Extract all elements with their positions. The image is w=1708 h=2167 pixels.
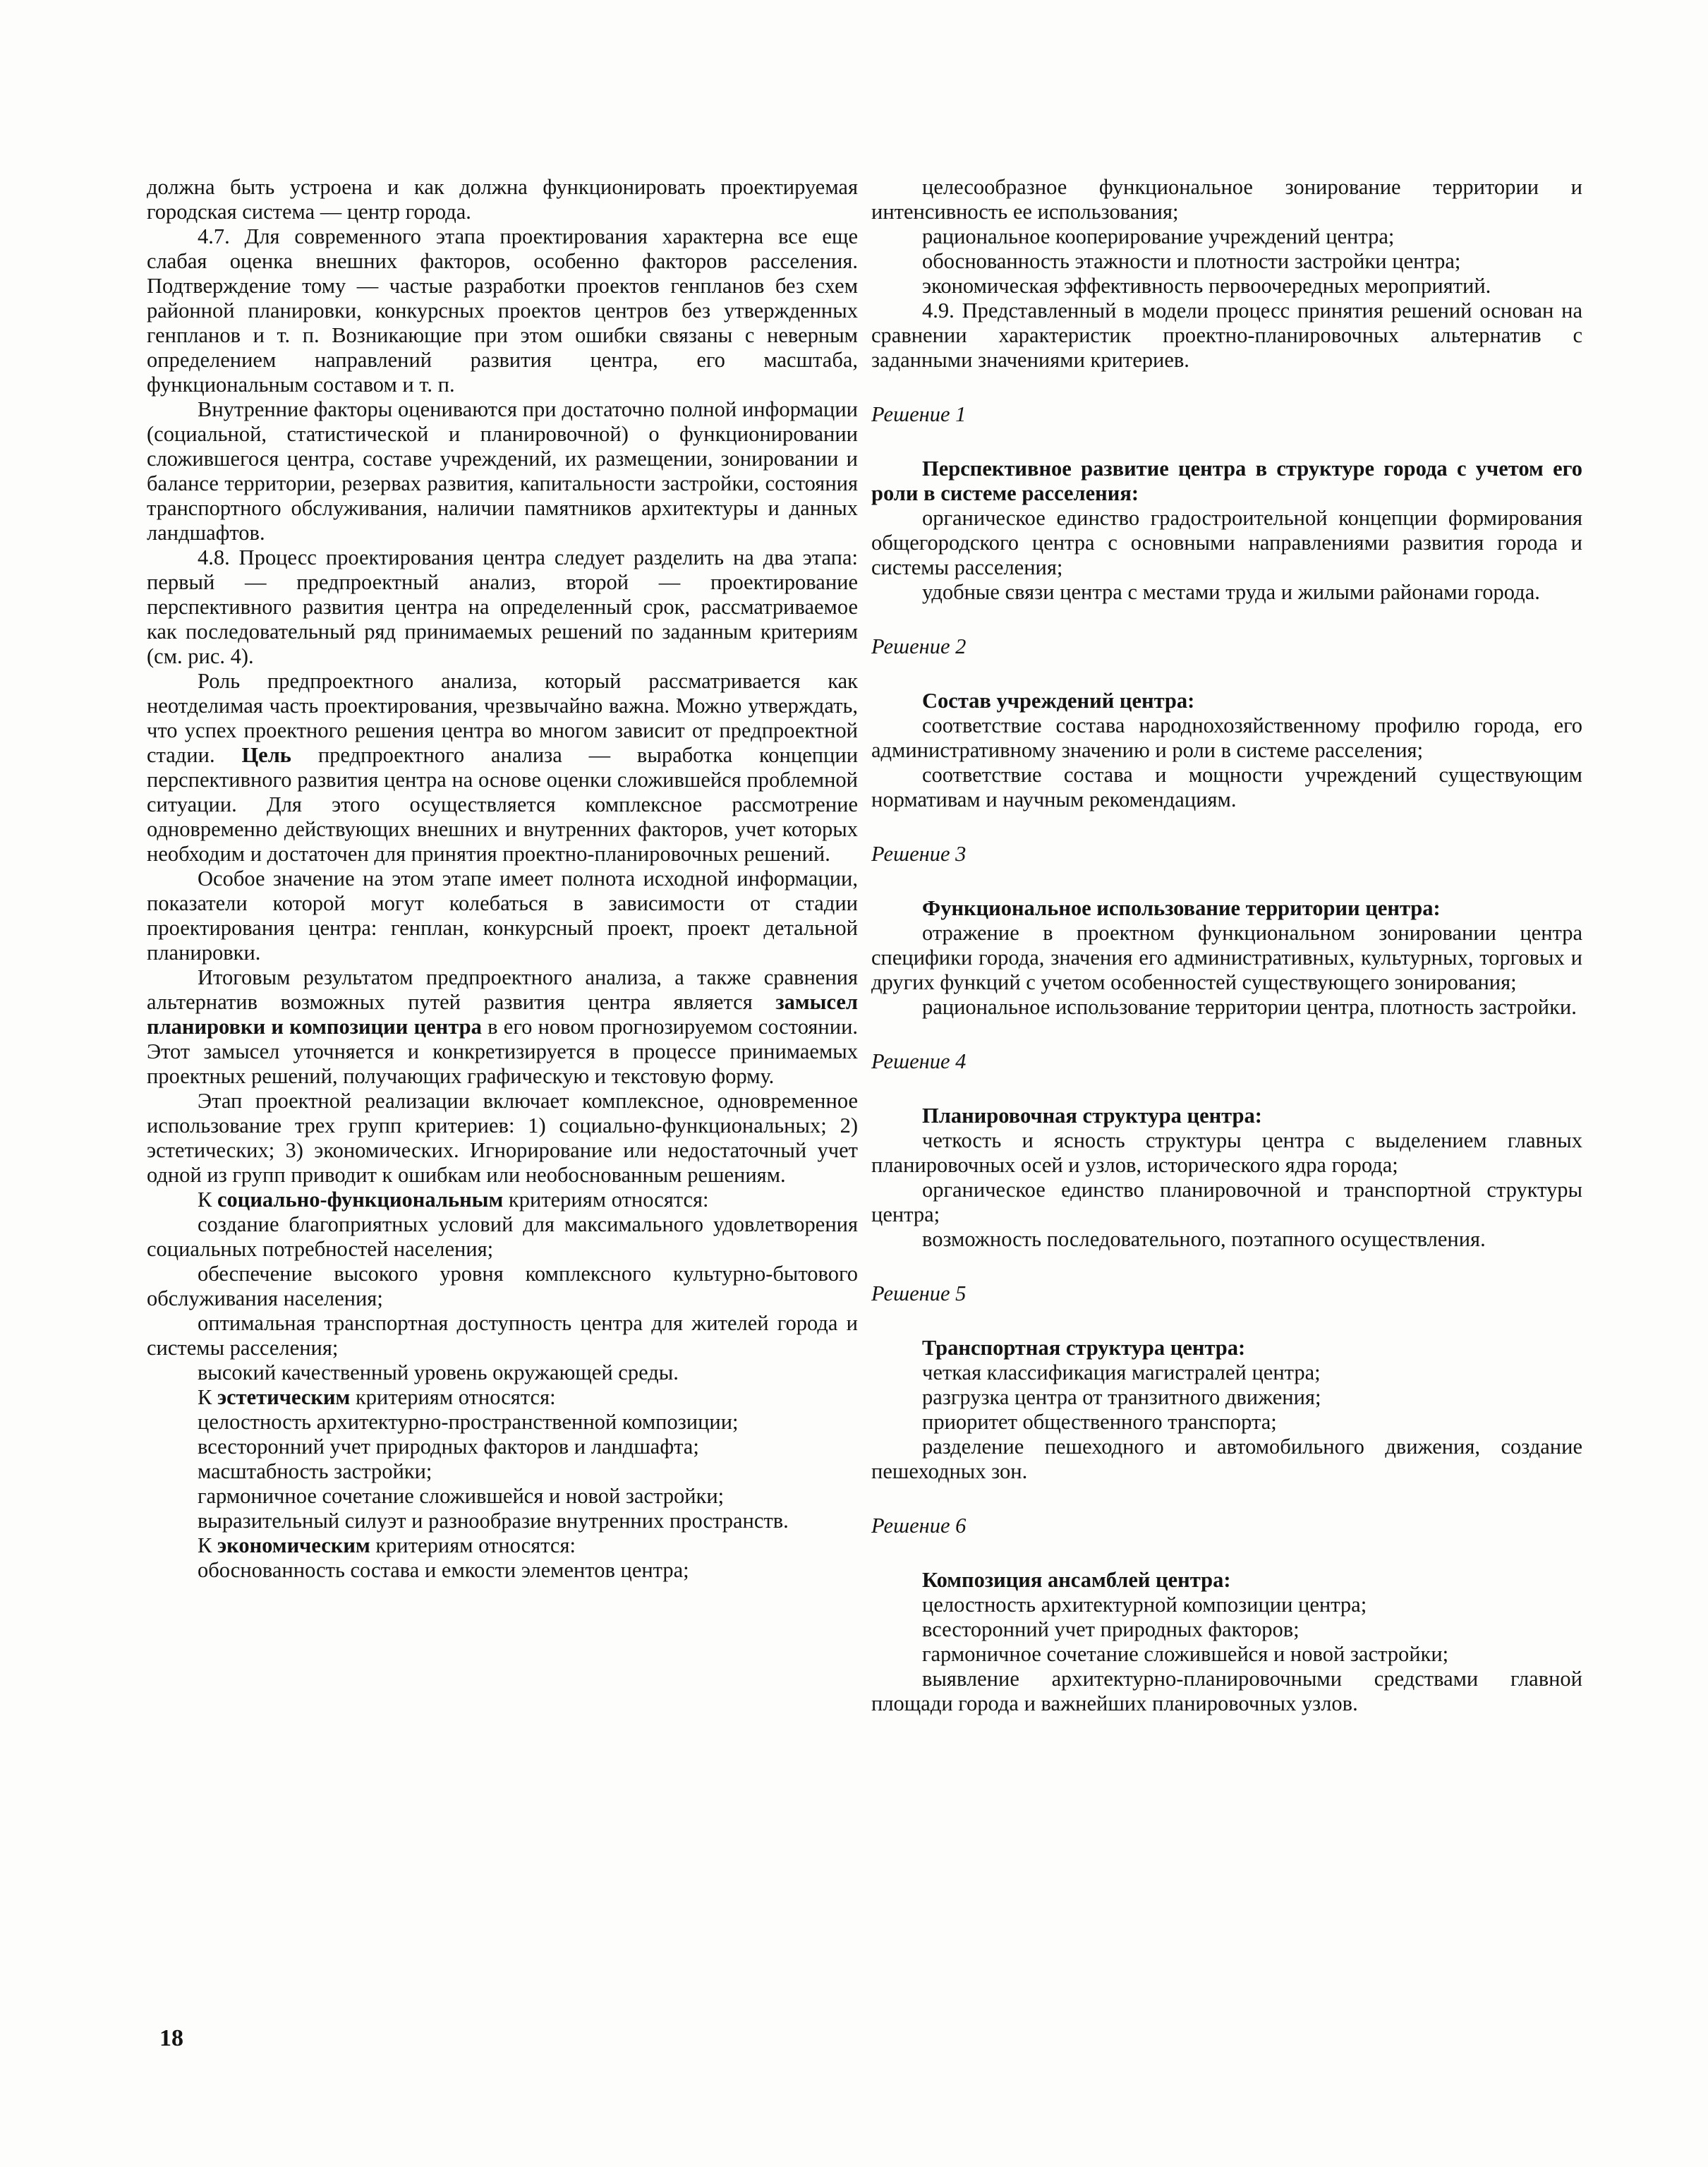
decision-subheading: Транспортная структура центра:	[922, 1336, 1246, 1360]
decision-heading: Решение 5	[871, 1281, 967, 1305]
paragraph: высокий качественный уровень окружающей среды.	[198, 1360, 679, 1384]
paragraph-text: К	[198, 1188, 212, 1212]
paragraph-text: критериям относятся:	[508, 1188, 709, 1212]
decision-subheading: Планировочная структура центра:	[922, 1104, 1262, 1128]
paragraph: целостность архитектурной композиции центра;	[922, 1593, 1367, 1617]
bold-term: эстетическим	[217, 1385, 351, 1409]
paragraph: рациональное использование территории центра, плотность застройки.	[922, 995, 1577, 1019]
paragraph	[147, 1385, 858, 1410]
decision-heading: Решение 6	[871, 1514, 967, 1538]
paragraph: Этап проектной реализации включает комплексное, одновременное использование трех групп критериев: 1) социально-функциональных; 2) эстетических; 3) экономических. Игнорирование или недостаточный учет одной из групп приводит к ошибкам или необоснованным решениям.	[147, 1089, 858, 1187]
paragraph: обеспечение высокого уровня комплексного культурно-бытового обслуживания населения;	[147, 1262, 858, 1310]
paragraph: четкость и ясность структуры центра с выделением главных планировочных осей и узлов, исторического ядра города;	[871, 1128, 1582, 1177]
paragraph-text: К	[198, 1385, 212, 1409]
paragraph: соответствие состава и мощности учреждений существующим нормативам и научным рекомендациям.	[871, 763, 1582, 811]
paragraph: Внутренние факторы оцениваются при достаточно полной информации (социальной, статистической и планировочной) о функционировании сложившегося центра, составе учреждений, их размещении, зонировании и балансе территории, резервах развития, капитальности застройки, состояния транспортного обслуживания, наличии памятников архитектуры и данных ландшафтов.	[147, 397, 858, 545]
paragraph: возможность последовательного, поэтапного осуществления.	[922, 1227, 1486, 1251]
paragraph-text: К	[198, 1533, 212, 1557]
paragraph: 4.9. Представленный в модели процесс принятия решений основан на сравнении характеристик проектно-планировочных альтернатив с заданными значениями критериев.	[871, 298, 1582, 372]
left-column	[147, 175, 858, 1583]
paragraph: гармоничное сочетание сложившейся и новой застройки;	[198, 1484, 725, 1508]
paragraph: выявление архитектурно-планировочными средствами главной площади города и важнейших планировочных узлов.	[871, 1667, 1582, 1715]
paragraph: разделение пешеходного и автомобильного движения, создание пешеходных зон.	[871, 1435, 1582, 1483]
paragraph-text: критериям относятся:	[375, 1533, 576, 1557]
paragraph-text: в его новом прогнозируемом состоянии. Этот замысел уточняется и конкретизируется в процессе принимаемых проектных решений, получающих графическую и текстовую форму.	[147, 1015, 859, 1088]
bold-term: Цель	[241, 743, 291, 767]
paragraph: гармоничное сочетание сложившейся и новой застройки;	[922, 1642, 1449, 1666]
paragraph: создание благоприятных условий для максимального удовлетворения социальных потребностей населения;	[147, 1212, 858, 1261]
paragraph-text: предпроектного анализа — выработка концепции перспективного развития центра на основе оценки сложившейся проблемной ситуации. Для этого осуществляется комплексное рассмотрение одновременно действующих внешних и внутренних факторов, учет которых необходим и достаточен для принятия проектно-планировочных решений.	[147, 743, 859, 866]
decision-heading: Решение 3	[871, 842, 967, 866]
paragraph: органическое единство планировочной и транспортной структуры центра;	[871, 1178, 1582, 1226]
paragraph: всесторонний учет природных факторов;	[922, 1617, 1300, 1641]
bold-term: экономическим	[217, 1533, 370, 1557]
paragraph: экономическая эффективность первоочередных мероприятий.	[922, 274, 1491, 298]
paragraph: целесообразное функциональное зонирование территории и интенсивность ее использования;	[871, 175, 1582, 224]
paragraph: всесторонний учет природных факторов и ландшафта;	[198, 1435, 699, 1459]
paragraph: 4.7. Для современного этапа проектирования характерна все еще слабая оценка внешних факторов, особенно факторов расселения. Подтверждение тому — частые разработки проектов генпланов без схем районной планировки, конкурсных проектов центров без утвержденных генпланов и т. п. Возникающие при этом ошибки связаны с неверным определением направлений развития центра, его масштаба, функциональным составом и т. п.	[147, 224, 858, 397]
page-number: 18	[159, 2025, 183, 2051]
paragraph: четкая классификация магистралей центра;	[922, 1360, 1321, 1384]
paragraph: соответствие состава народнохозяйственному профилю города, его административному значению и роли в системе расселения;	[871, 713, 1582, 762]
decision-heading: Решение 4	[871, 1049, 967, 1073]
bold-term: социально-функциональным	[217, 1188, 504, 1212]
paragraph: органическое единство градостроительной концепции формирования общегородского центра с основными направлениями развития города и системы расселения;	[871, 506, 1582, 579]
paragraph: 4.8. Процесс проектирования центра следует разделить на два этапа: первый — предпроектный анализ, второй — проектирование перспективного развития центра на определенный срок, рассматриваемое как последовательный ряд принимаемых решений по заданным критериям (см. рис. 4).	[147, 545, 858, 668]
paragraph: удобные связи центра с местами труда и жилыми районами города.	[922, 580, 1540, 604]
paragraph: обоснованность этажности и плотности застройки центра;	[922, 249, 1461, 273]
paragraph	[147, 965, 858, 1089]
paragraph: приоритет общественного транспорта;	[922, 1410, 1277, 1434]
paragraph: целостность архитектурно-пространственной композиции;	[198, 1410, 739, 1434]
decision-heading: Решение 1	[871, 402, 967, 426]
paragraph-text: Роль предпроектного анализа, который рассматривается как неотделимая часть проектирования, чрезвычайно важна. Можно утверждать, что успех проектного решения центра во многом зависит от предпроектной стадии.	[147, 669, 858, 767]
decision-subheading: Состав учреждений центра:	[922, 689, 1195, 713]
paragraph: выразительный силуэт и разнообразие внутренних пространств.	[198, 1509, 789, 1533]
paragraph: оптимальная транспортная доступность центра для жителей города и системы расселения;	[147, 1311, 858, 1360]
bold-term: замысел планировки и композиции центра	[147, 990, 858, 1039]
paragraph: разгрузка центра от транзитного движения;	[922, 1385, 1321, 1409]
decision-heading: Решение 2	[871, 634, 967, 658]
paragraph: масштабность застройки;	[198, 1459, 432, 1483]
paragraph	[147, 1533, 858, 1558]
right-column	[871, 175, 1582, 1716]
paragraph	[147, 669, 858, 867]
paragraph: обоснованность состава и емкости элементов центра;	[198, 1558, 689, 1582]
decision-subheading: Перспективное развитие центра в структуре города с учетом его роли в системе расселения:	[871, 457, 1582, 505]
decision-subheading: Композиция ансамблей центра:	[922, 1568, 1231, 1592]
paragraph-text: Итоговым результатом предпроектного анализа, а также сравнения альтернатив возможных путей развития центра является	[147, 965, 858, 1014]
paragraph: отражение в проектном функциональном зонировании центра специфики города, значения его административных, культурных, торговых и других функций с учетом особенностей существующего зонирования;	[871, 921, 1582, 994]
paragraph: Особое значение на этом этапе имеет полнота исходной информации, показатели которой могут колебаться в зависимости от стадии проектирования центра: генплан, конкурсный проект, проект детальной планировки.	[147, 867, 858, 965]
paragraph: рациональное кооперирование учреждений центра;	[922, 224, 1395, 248]
paragraph	[147, 1188, 858, 1212]
decision-subheading: Функциональное использование территории центра:	[922, 896, 1441, 920]
paragraph-text: критериям относятся:	[355, 1385, 556, 1409]
paragraph: должна быть устроена и как должна функционировать проектируемая городская система — центр города.	[147, 175, 858, 224]
